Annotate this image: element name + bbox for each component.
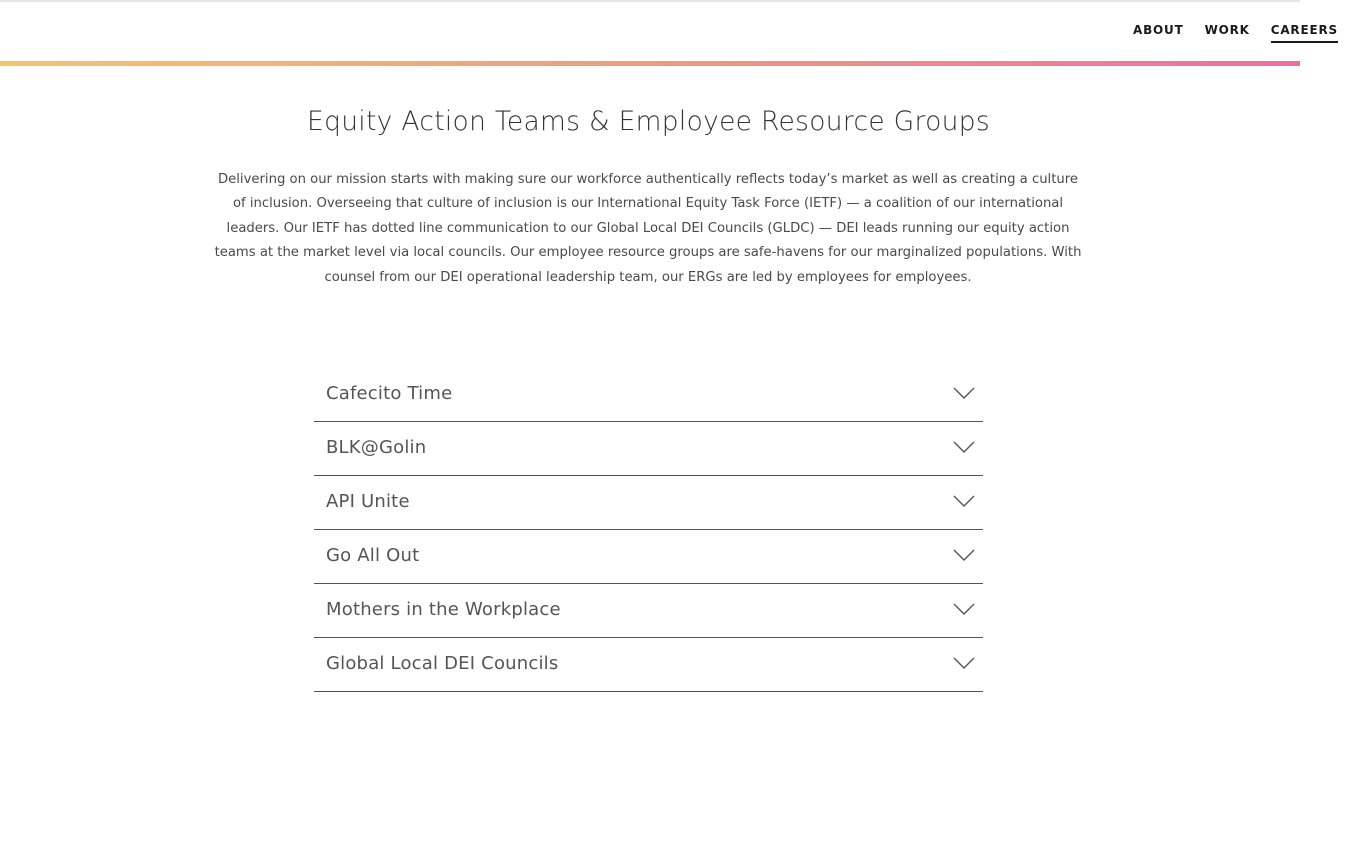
nav-link-about[interactable]: ABOUT: [1133, 23, 1184, 37]
erg-accordion: [314, 368, 983, 692]
site-header: [0, 2, 1338, 62]
accordion-item-label: API Unite: [326, 491, 410, 512]
chevron-down-icon: [953, 440, 975, 454]
accordion-item-blk-golin[interactable]: [314, 422, 983, 476]
main-nav: [1133, 23, 1354, 43]
accordion-item-go-all-out[interactable]: [314, 530, 983, 584]
accordion-item-label: Global Local DEI Councils: [326, 653, 559, 674]
chevron-down-icon: [953, 656, 975, 670]
accordion-item-label: Cafecito Time: [326, 383, 453, 404]
chevron-down-icon: [953, 548, 975, 562]
chevron-down-icon: [953, 386, 975, 400]
nav-link-work[interactable]: WORK: [1204, 23, 1250, 37]
section-title: Equity Action Teams & Employee Resource Groups: [307, 106, 990, 137]
chevron-down-icon: [953, 602, 975, 616]
accordion-item-label: Go All Out: [326, 545, 420, 566]
accordion-item-cafecito-time[interactable]: [314, 368, 983, 422]
section-intro: Delivering on our mission starts with making sure our workforce authentically reflects today’s market as well as creating a culture of inclusion. Overseeing that culture of inclusion is our International Equity Task Force (IETF) — a coalition of our international leaders. Our IETF has dotted line communication to our Global Local DEI Councils (GLDC) — DEI leads running our equity action teams at the market level via local councils. Our employee resource groups are safe-havens for our marginalized populations. With counsel from our DEI operational leadership team, our ERGs are led by employees for employees.: [214, 172, 1082, 285]
accordion-item-api-unite[interactable]: [314, 476, 983, 530]
accordion-item-global-local-dei-councils[interactable]: [314, 638, 983, 692]
chevron-down-icon: [953, 494, 975, 508]
accordion-item-mothers-in-the-workplace[interactable]: [314, 584, 983, 638]
nav-link-careers[interactable]: CAREERS: [1271, 23, 1338, 43]
accordion-item-label: Mothers in the Workplace: [326, 599, 561, 620]
accordion-item-label: BLK@Golin: [326, 437, 427, 458]
header-gradient-bar: [0, 61, 1300, 66]
